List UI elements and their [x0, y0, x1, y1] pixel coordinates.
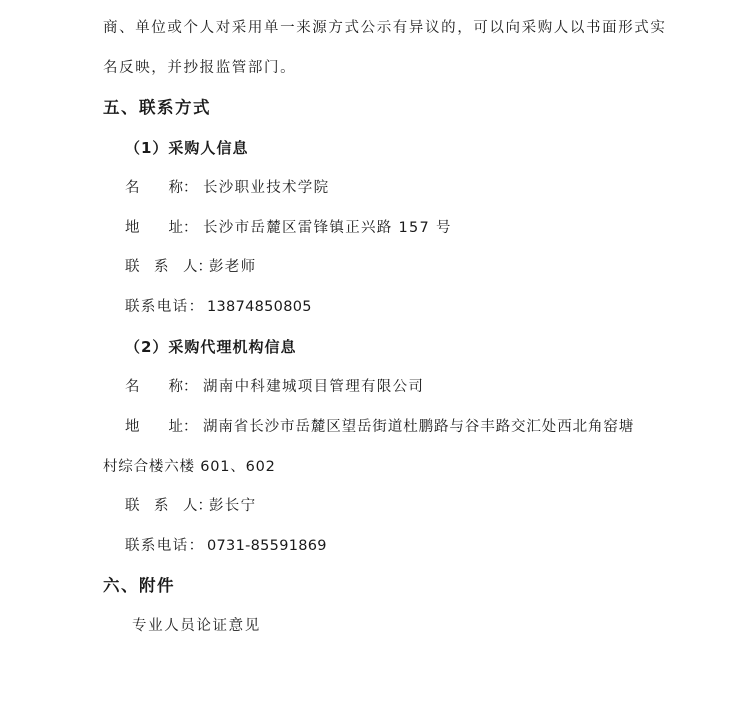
agency-name-label: 名 称： [125, 379, 198, 395]
buyer-name-row [125, 178, 329, 198]
agency-address-value: 湖南省长沙市岳麓区望岳街道杜鹏路与谷丰路交汇处西北角窑塘 [203, 419, 635, 435]
buyer-address-label: 地 址： [125, 220, 198, 236]
buyer-address-row [125, 218, 452, 238]
buyer-contact-row [125, 257, 256, 277]
buyer-name-value: 长沙职业技术学院 [203, 180, 330, 196]
buyer-phone-label: 联系电话： [125, 299, 205, 315]
intro-line-1: 商、单位或个人对采用单一来源方式公示有异议的，可以向采购人以书面形式实 [103, 20, 667, 36]
buyer-address-value: 长沙市岳麓区雷锋镇正兴路 157 号 [203, 220, 452, 236]
section-6-title: 六、附件 [103, 576, 175, 595]
section-5-title: 五、联系方式 [103, 98, 211, 117]
agency-address-continued: 村综合楼六楼 601、602 [103, 459, 276, 475]
agency-contact-value: 彭长宁 [209, 498, 257, 514]
agency-name-row [125, 377, 424, 397]
agency-heading: （2）采购代理机构信息 [125, 338, 297, 356]
agency-contact-label: 联 系 人： [125, 498, 212, 514]
intro-line-2: 名反映，并抄报监管部门。 [103, 60, 297, 76]
agency-phone-value: 0731-85591869 [207, 538, 327, 554]
agency-phone-label: 联系电话： [125, 538, 205, 554]
buyer-name-label: 名 称： [125, 180, 198, 196]
agency-address-label: 地 址： [125, 419, 198, 435]
agency-name-value: 湖南中科建城项目管理有限公司 [203, 379, 425, 395]
agency-contact-row [125, 496, 256, 516]
buyer-heading: （1）采购人信息 [125, 139, 249, 157]
buyer-phone-row [125, 297, 312, 317]
buyer-contact-value: 彭老师 [209, 259, 257, 275]
buyer-phone-value: 13874850805 [207, 299, 312, 315]
attachment-item: 专业人员论证意见 [132, 618, 261, 634]
agency-phone-row [125, 536, 327, 556]
buyer-contact-label: 联 系 人： [125, 259, 212, 275]
agency-address-row [125, 417, 634, 437]
